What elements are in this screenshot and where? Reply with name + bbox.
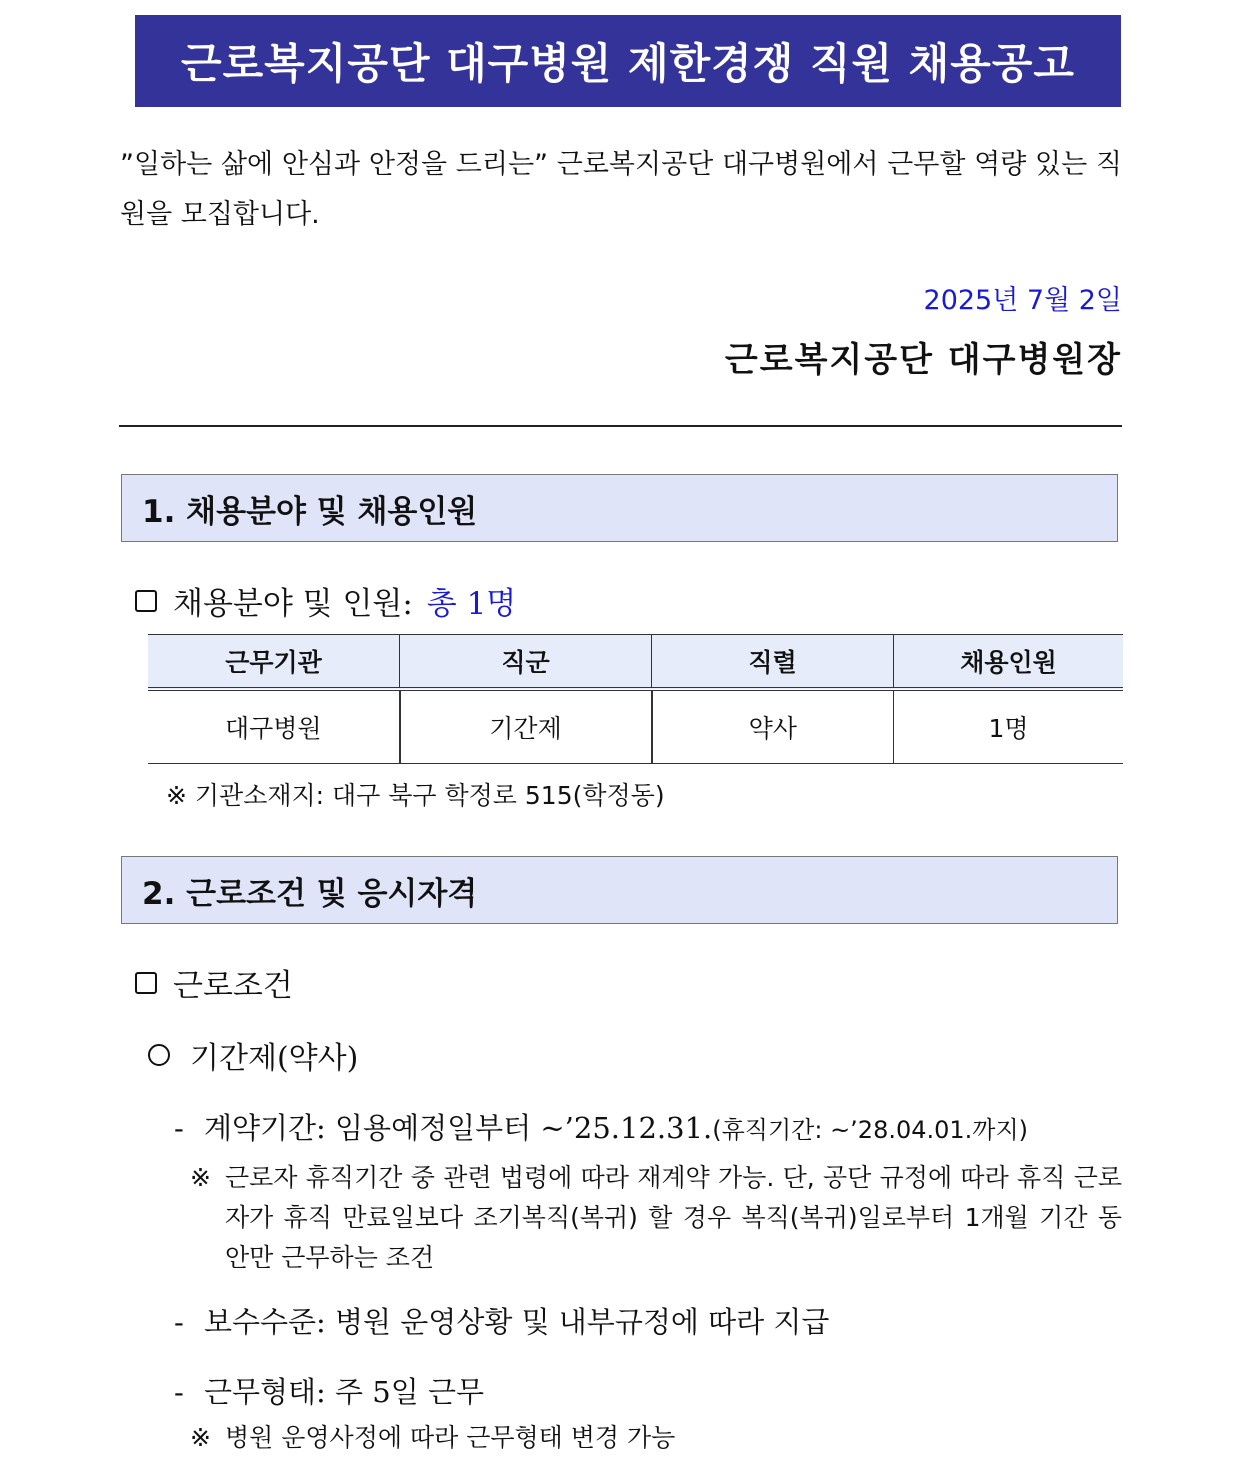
table-cell: 1명 <box>894 689 1124 764</box>
leave-note <box>190 1158 1122 1278</box>
checkbox-square-icon <box>135 590 157 612</box>
issuer-name: 근로복지공단 대구병원장 <box>724 340 1122 380</box>
contract-period-label: 계약기간: 임용예정일부터 ~’25.12.31. <box>204 1111 713 1145</box>
recruitment-total: 총 1명 <box>426 586 517 622</box>
table-header-cell: 근무기관 <box>148 635 400 690</box>
work-conditions-label: 근로조건 <box>173 968 293 1004</box>
work-type-note <box>190 1418 675 1458</box>
leave-note-text: 근로자 휴직기간 중 관련 법령에 따라 재계약 가능. 단, 공단 규정에 따라 휴직 근로자가 휴직 만료일보다 조기복직(복귀) 할 경우 복직(복귀)일로부터 1개월 기간 동안만 근무하는 조건 <box>225 1163 1122 1272</box>
recruitment-bullet <box>135 578 516 623</box>
table-header-cell: 직군 <box>400 635 652 690</box>
recruitment-bullet-label: 채용분야 및 인원: <box>173 586 413 622</box>
note-mark: ※ <box>190 1163 211 1192</box>
table-cell: 기간제 <box>400 689 652 764</box>
section-heading-recruitment: 1. 채용분야 및 채용인원 <box>121 474 1118 542</box>
work-type <box>174 1370 484 1411</box>
divider <box>119 425 1122 427</box>
location-note: ※ 기관소재지: 대구 북구 학정로 515(학정동) <box>166 781 665 810</box>
table-cell: 대구병원 <box>148 689 400 764</box>
section-heading-conditions: 2. 근로조건 및 응시자격 <box>121 856 1118 924</box>
checkbox-square-icon <box>135 972 157 994</box>
table-header-cell: 직렬 <box>652 635 894 690</box>
work-type-note-text: 병원 운영사정에 따라 근무형태 변경 가능 <box>225 1423 676 1452</box>
table-header-cell: 채용인원 <box>894 635 1124 690</box>
circle-bullet-icon <box>148 1044 170 1066</box>
dash-bullet-icon: - <box>174 1111 184 1145</box>
page-title: 근로복지공단 대구병원 제한경쟁 직원 채용공고 <box>135 15 1121 107</box>
contract-period <box>174 1106 1028 1147</box>
recruitment-table <box>148 634 1123 764</box>
table-row <box>148 689 1123 764</box>
work-conditions-bullet <box>135 960 293 1005</box>
announcement-date: 2025년 7월 2일 <box>923 285 1122 316</box>
work-type-text: 근무형태: 주 5일 근무 <box>204 1375 484 1409</box>
note-mark: ※ <box>190 1423 211 1452</box>
pay-level <box>174 1300 829 1341</box>
table-header-row <box>148 635 1123 690</box>
dash-bullet-icon: - <box>174 1375 184 1409</box>
sub-heading <box>148 1033 358 1077</box>
pay-level-text: 보수수준: 병원 운영상황 및 내부규정에 따라 지급 <box>204 1305 830 1339</box>
table-cell: 약사 <box>652 689 894 764</box>
dash-bullet-icon: - <box>174 1305 184 1339</box>
intro-paragraph: ”일하는 삶에 안심과 안정을 드리는” 근로복지공단 대구병원에서 근무할 역량 있는 직원을 모집합니다. <box>120 149 1122 230</box>
sub-heading-label: 기간제(약사) <box>190 1041 359 1076</box>
contract-period-note: (휴직기간: ~’28.04.01.까지) <box>712 1116 1029 1144</box>
